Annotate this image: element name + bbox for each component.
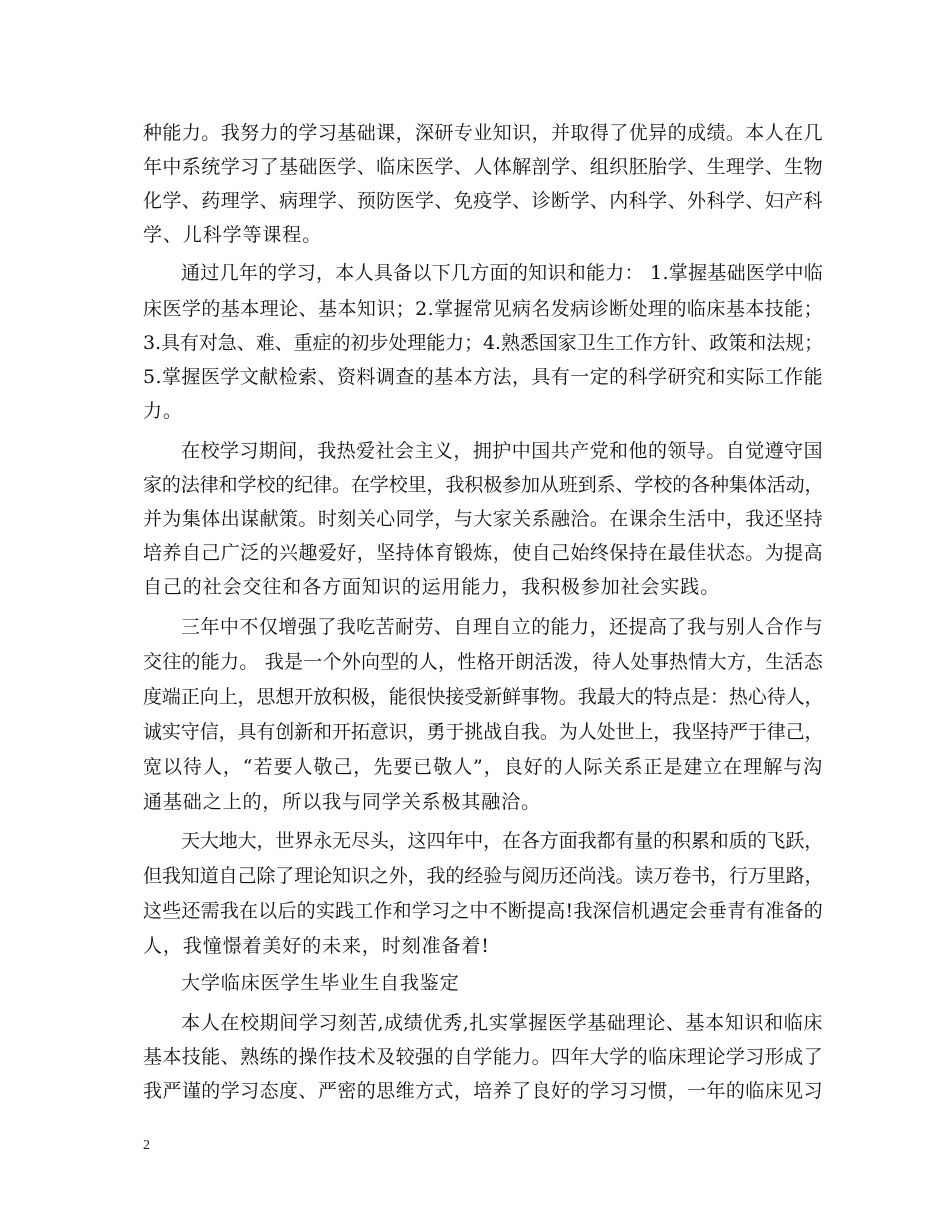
text-line: 培养自己广泛的兴趣爱好，坚持体育锻炼，使自己始终保持在最佳状态。为提高	[143, 542, 823, 564]
text-line: 我严谨的学习态度、严密的思维方式，培养了良好的学习习惯，一年的临床见习	[143, 1080, 823, 1102]
text-line: 种能力。我努力的学习基础课，深研专业知识，并取得了优异的成绩。本人在几	[143, 122, 823, 144]
text-line: 通基础之上的，所以我与同学关系极其融洽。	[143, 791, 542, 813]
text-line: 人，我憧憬着美好的未来，时刻准备着!	[143, 935, 490, 957]
paragraph-first-line: 在校学习期间，我热爱社会主义，拥护中国共产党和他的领导。自觉遵守国	[181, 440, 823, 462]
text-line: 并为集体出谋献策。时刻关心同学，与大家关系融洽。在课余生活中，我还坚持	[143, 508, 823, 530]
text-line: 度端正向上，思想开放积极，能很快接受新鲜事物。我最大的特点是：热心待人，	[143, 686, 824, 708]
text-line: 3.具有对急、难、重症的初步处理能力；4.熟悉国家卫生工作方针、政策和法规；	[143, 332, 823, 354]
text-line: 基本技能、熟练的操作技术及较强的自学能力。四年大学的临床理论学习形成了	[143, 1046, 823, 1068]
text-line: 但我知道自己除了理论知识之外，我的经验与阅历还尚浅。读万卷书，行万里路，	[143, 865, 824, 887]
text-line: 诚实守信，具有创新和开拓意识，勇于挑战自我。为人处世上，我坚持严于律己，	[143, 721, 824, 743]
text-line: 力。	[143, 400, 183, 422]
page-number: 2	[143, 1138, 150, 1153]
paragraph-first-line: 天大地大，世界永无尽头，这四年中，在各方面我都有量的积累和质的飞跃，	[181, 830, 823, 852]
section-heading: 大学临床医学生毕业生自我鉴定	[181, 972, 460, 994]
text-line: 学、儿科学等课程。	[143, 224, 323, 246]
text-line: 家的法律和学校的纪律。在学校里，我积极参加从班到系、学校的各种集体活动，	[143, 474, 824, 496]
paragraph-first-line: 通过几年的学习，本人具备以下几方面的知识和能力： 1.掌握基础医学中临	[181, 262, 823, 284]
text-line: 化学、药理学、病理学、预防医学、免疫学、诊断学、内科学、外科学、妇产科	[143, 190, 823, 212]
text-line: 这些还需我在以后的实践工作和学习之中不断提高!我深信机遇定会垂青有准备的	[143, 900, 823, 922]
paragraph-first-line: 本人在校期间学习刻苦,成绩优秀,扎实掌握医学基础理论、基本知识和临床	[181, 1012, 823, 1034]
text-line: 床医学的基本理论、基本知识；2.掌握常见病名发病诊断处理的临床基本技能；	[143, 298, 823, 320]
text-line: 自己的社会交往和各方面知识的运用能力，我积极参加社会实践。	[143, 576, 721, 598]
paragraph-first-line: 三年中不仅增强了我吃苦耐劳、自理自立的能力，还提高了我与别人合作与	[181, 616, 823, 638]
text-line: 宽以待人，“若要人敬己，先要已敬人”，良好的人际关系正是建立在理解与沟	[143, 756, 823, 778]
text-line: 交往的能力。 我是一个外向型的人，性格开朗活泼，待人处事热情大方，生活态	[143, 651, 823, 673]
text-line: 5.掌握医学文献检索、资料调查的基本方法，具有一定的科学研究和实际工作能	[143, 366, 823, 388]
text-line: 年中系统学习了基础医学、临床医学、人体解剖学、组织胚胎学、生理学、生物	[143, 156, 823, 178]
